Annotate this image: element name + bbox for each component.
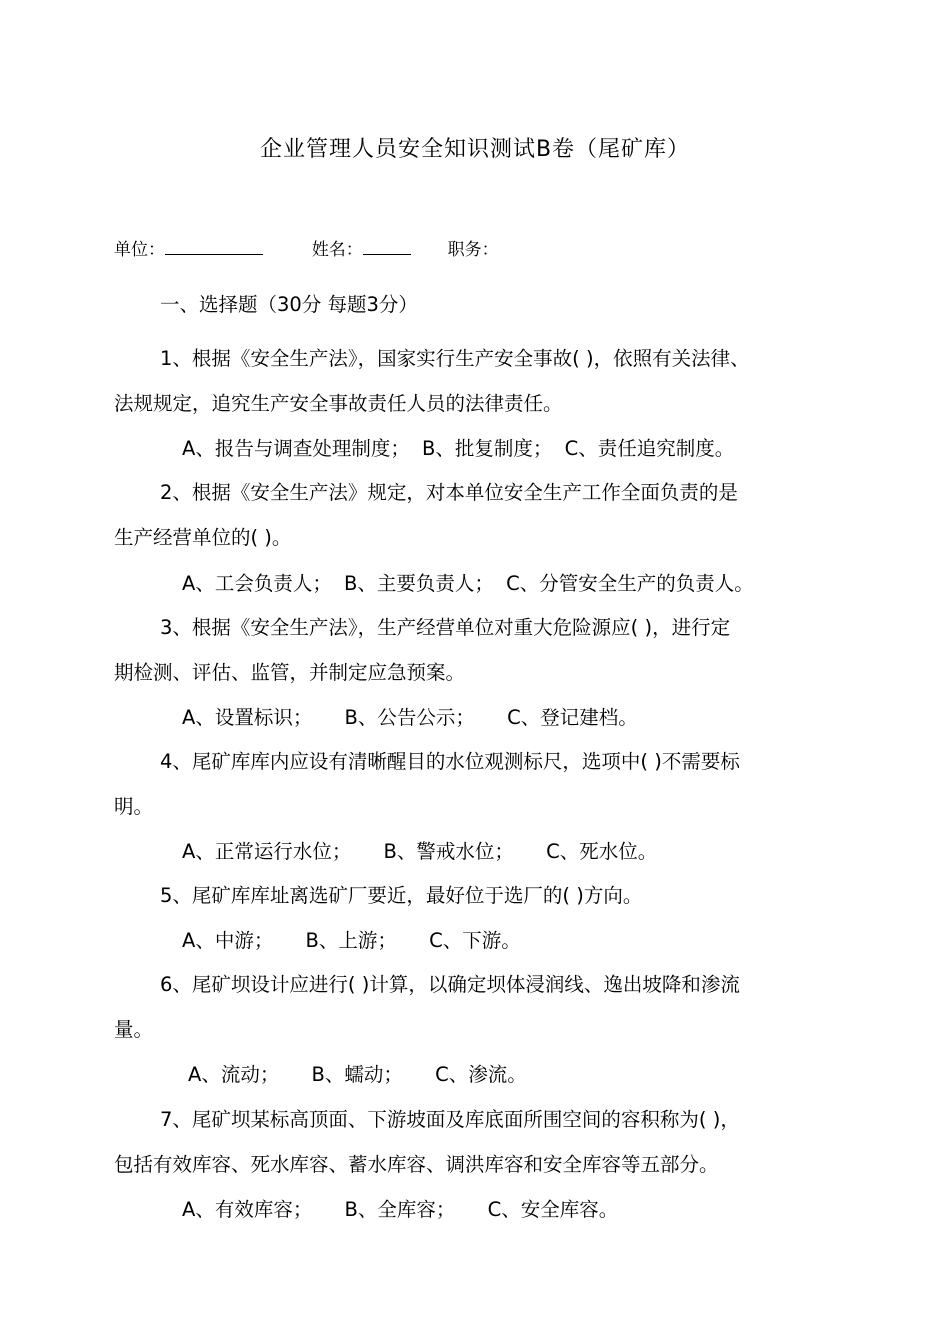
option-c: C、分管安全生产的负责人。 — [506, 572, 754, 595]
name-label: 姓名： — [311, 240, 363, 260]
option-b: B、上游； — [305, 929, 397, 952]
question-2-options — [182, 570, 754, 598]
question-2-line-1: 2、根据《安全生产法》规定，对本单位安全生产工作全面负责的是 — [160, 481, 738, 504]
option-b: B、警戒水位； — [383, 840, 514, 863]
question-1-line-1: 1、根据《安全生产法》，国家实行生产安全事故( )，依照有关法律、 — [160, 347, 750, 370]
option-a: A、设置标识； — [182, 706, 313, 729]
question-7-line-2: 包括有效库容、死水库容、蓄水库容、调洪库容和安全库容等五部分。 — [114, 1153, 719, 1176]
option-a: A、有效库容； — [182, 1198, 313, 1221]
question-7-line-1: 7、尾矿坝某标高顶面、下游坡面及库底面所围空间的容积称为( )， — [160, 1108, 740, 1131]
option-c: C、登记建档。 — [507, 706, 638, 729]
option-b: B、批复制度； — [422, 437, 553, 460]
option-a: A、报告与调查处理制度； — [182, 437, 410, 460]
unit-label: 单位： — [114, 240, 165, 260]
option-b: B、蠕动； — [311, 1063, 403, 1086]
question-3-options — [182, 704, 638, 732]
option-c: C、安全库容。 — [487, 1198, 619, 1221]
question-6-line-2: 量。 — [114, 1018, 154, 1041]
question-1-options — [182, 435, 734, 463]
info-row — [114, 236, 499, 263]
option-c: C、死水位。 — [546, 840, 658, 863]
question-4-options — [182, 838, 657, 866]
option-c: C、渗流。 — [435, 1063, 527, 1086]
question-6-options — [188, 1061, 527, 1089]
question-4-line-1: 4、尾矿库库内应设有清晰醒目的水位观测标尺，选项中( )不需要标 — [160, 750, 740, 773]
question-1-line-2: 法规规定，追究生产安全事故责任人员的法律责任。 — [114, 392, 563, 415]
option-b: B、公告公示； — [344, 706, 475, 729]
option-a: A、工会负责人； — [182, 572, 332, 595]
question-4-line-2: 明。 — [114, 795, 154, 818]
position-label: 职务： — [447, 240, 499, 260]
page-title: 企业管理人员安全知识测试B卷（尾矿库） — [259, 137, 691, 162]
option-c: C、责任追究制度。 — [564, 437, 735, 460]
question-2-line-2: 生产经营单位的( )。 — [114, 526, 292, 549]
question-3-line-1: 3、根据《安全生产法》，生产经营单位对重大危险源应( )，进行定 — [160, 616, 731, 639]
question-5-options — [182, 927, 521, 955]
unit-blank — [165, 236, 263, 255]
option-b: B、主要负责人； — [344, 572, 494, 595]
option-a: A、中游； — [182, 929, 274, 952]
question-7-options — [182, 1196, 618, 1224]
question-5-line-1: 5、尾矿库库址离选矿厂要近，最好位于选厂的( )方向。 — [160, 884, 643, 907]
option-b: B、全库容； — [344, 1198, 456, 1221]
option-c: C、下游。 — [429, 929, 521, 952]
question-6-line-1: 6、尾矿坝设计应进行( )计算，以确定坝体浸润线、逸出坡降和渗流 — [160, 973, 740, 996]
question-3-line-2: 期检测、评估、监管，并制定应急预案。 — [114, 661, 466, 684]
option-a: A、正常运行水位； — [182, 840, 352, 863]
section-heading: 一、选择题（30分 每题3分） — [160, 293, 418, 316]
option-a: A、流动； — [188, 1063, 280, 1086]
name-blank — [363, 236, 411, 255]
